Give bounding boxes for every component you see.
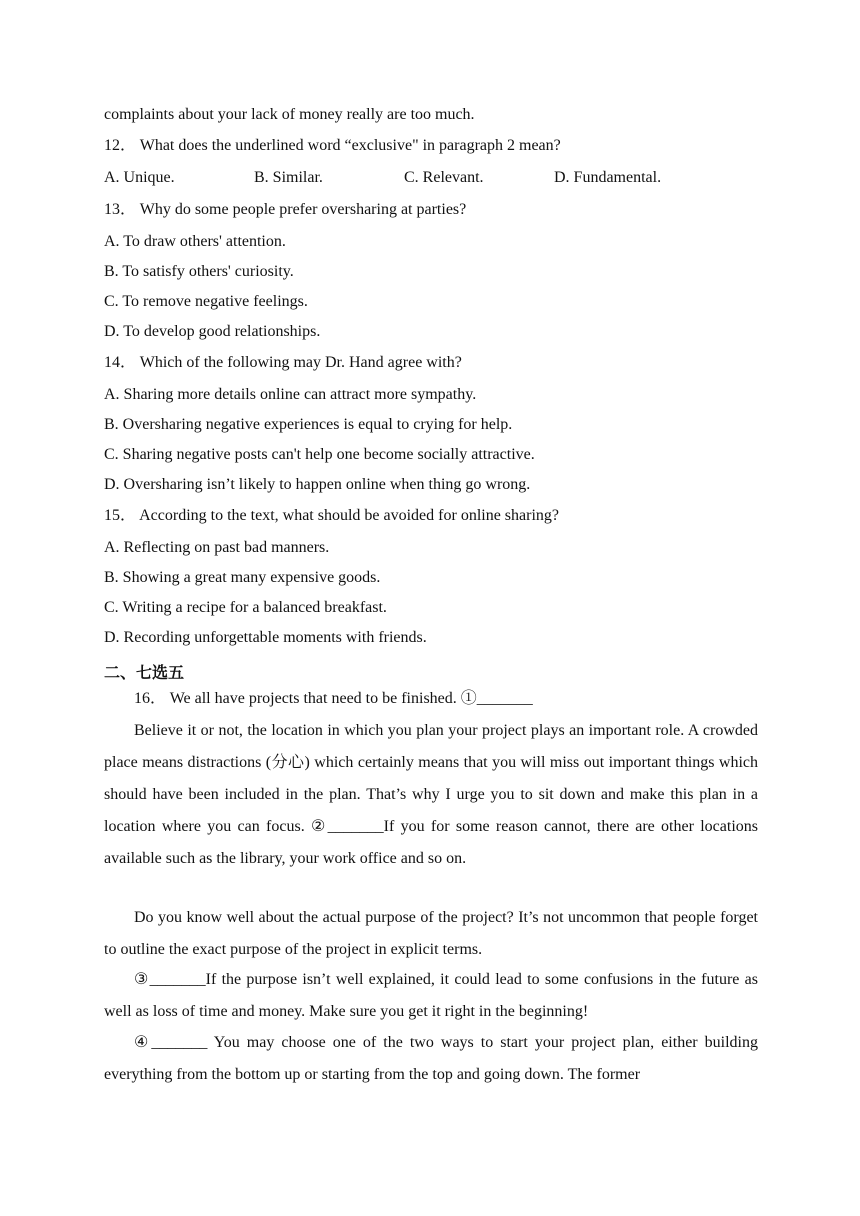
question-14-option-b: B. Oversharing negative experiences is equal to crying for help. [104, 416, 513, 433]
question-14-option-c: C. Sharing negative posts can't help one become socially attractive. [104, 446, 535, 463]
option-b: B. Similar. [254, 169, 323, 186]
option-a: A. Unique. [104, 169, 175, 186]
question-15-option-b: B. Showing a great many expensive goods. [104, 569, 381, 586]
paragraph-location: Believe it or not, the location in which you plan your project plays an important role. A crowded place means distractions (分心) which certainly means that you will miss out important things which should have been included in the plan. That’s why I urge you to sit down and make this plan in a location where you can focus. ②_______If you for some reason cannot, there are other locations available such as the library, your work office and so on. [104, 722, 758, 867]
question-13-option-b: B. To satisfy others' curiosity. [104, 263, 294, 280]
paragraph-blank-3: ③_______If the purpose isn’t well explained, it could lead to some confusions in the future as well as loss of time and money. Make sure you get it right in the beginning! [104, 971, 758, 1020]
question-15-option-c: C. Writing a recipe for a balanced breakfast. [104, 599, 387, 616]
question-13-option-a: A. To draw others' attention. [104, 233, 286, 250]
question-15: 15． According to the text, what should be avoided for online sharing? [104, 507, 560, 524]
question-14-option-a: A. Sharing more details online can attract more sympathy. [104, 386, 477, 403]
text-line-continuation: complaints about your lack of money really are too much. [104, 106, 475, 123]
paragraph-purpose: Do you know well about the actual purpose of the project? It’s not uncommon that people forget to outline the exact purpose of the project in explicit terms. [104, 909, 758, 958]
question-16-intro: 16． We all have projects that need to be finished. ①_______ [134, 690, 533, 707]
paragraph-blank-4: ④_______ You may choose one of the two ways to start your project plan, either building everything from the bottom up or starting from the top and going down. The former [104, 1034, 758, 1083]
question-13: 13． Why do some people prefer oversharing at parties? [104, 201, 467, 218]
option-d: D. Fundamental. [554, 169, 662, 186]
question-14: 14． Which of the following may Dr. Hand agree with? [104, 354, 462, 371]
question-12-options [104, 168, 764, 188]
question-14-option-d: D. Oversharing isn’t likely to happen online when thing go wrong. [104, 476, 531, 493]
question-15-option-a: A. Reflecting on past bad manners. [104, 539, 330, 556]
option-c: C. Relevant. [404, 169, 484, 186]
question-13-option-c: C. To remove negative feelings. [104, 293, 308, 310]
question-15-option-d: D. Recording unforgettable moments with friends. [104, 629, 427, 646]
question-13-option-d: D. To develop good relationships. [104, 323, 321, 340]
section-heading: 二、七选五 [104, 663, 185, 682]
question-12: 12． What does the underlined word “exclusive" in paragraph 2 mean? [104, 137, 561, 154]
